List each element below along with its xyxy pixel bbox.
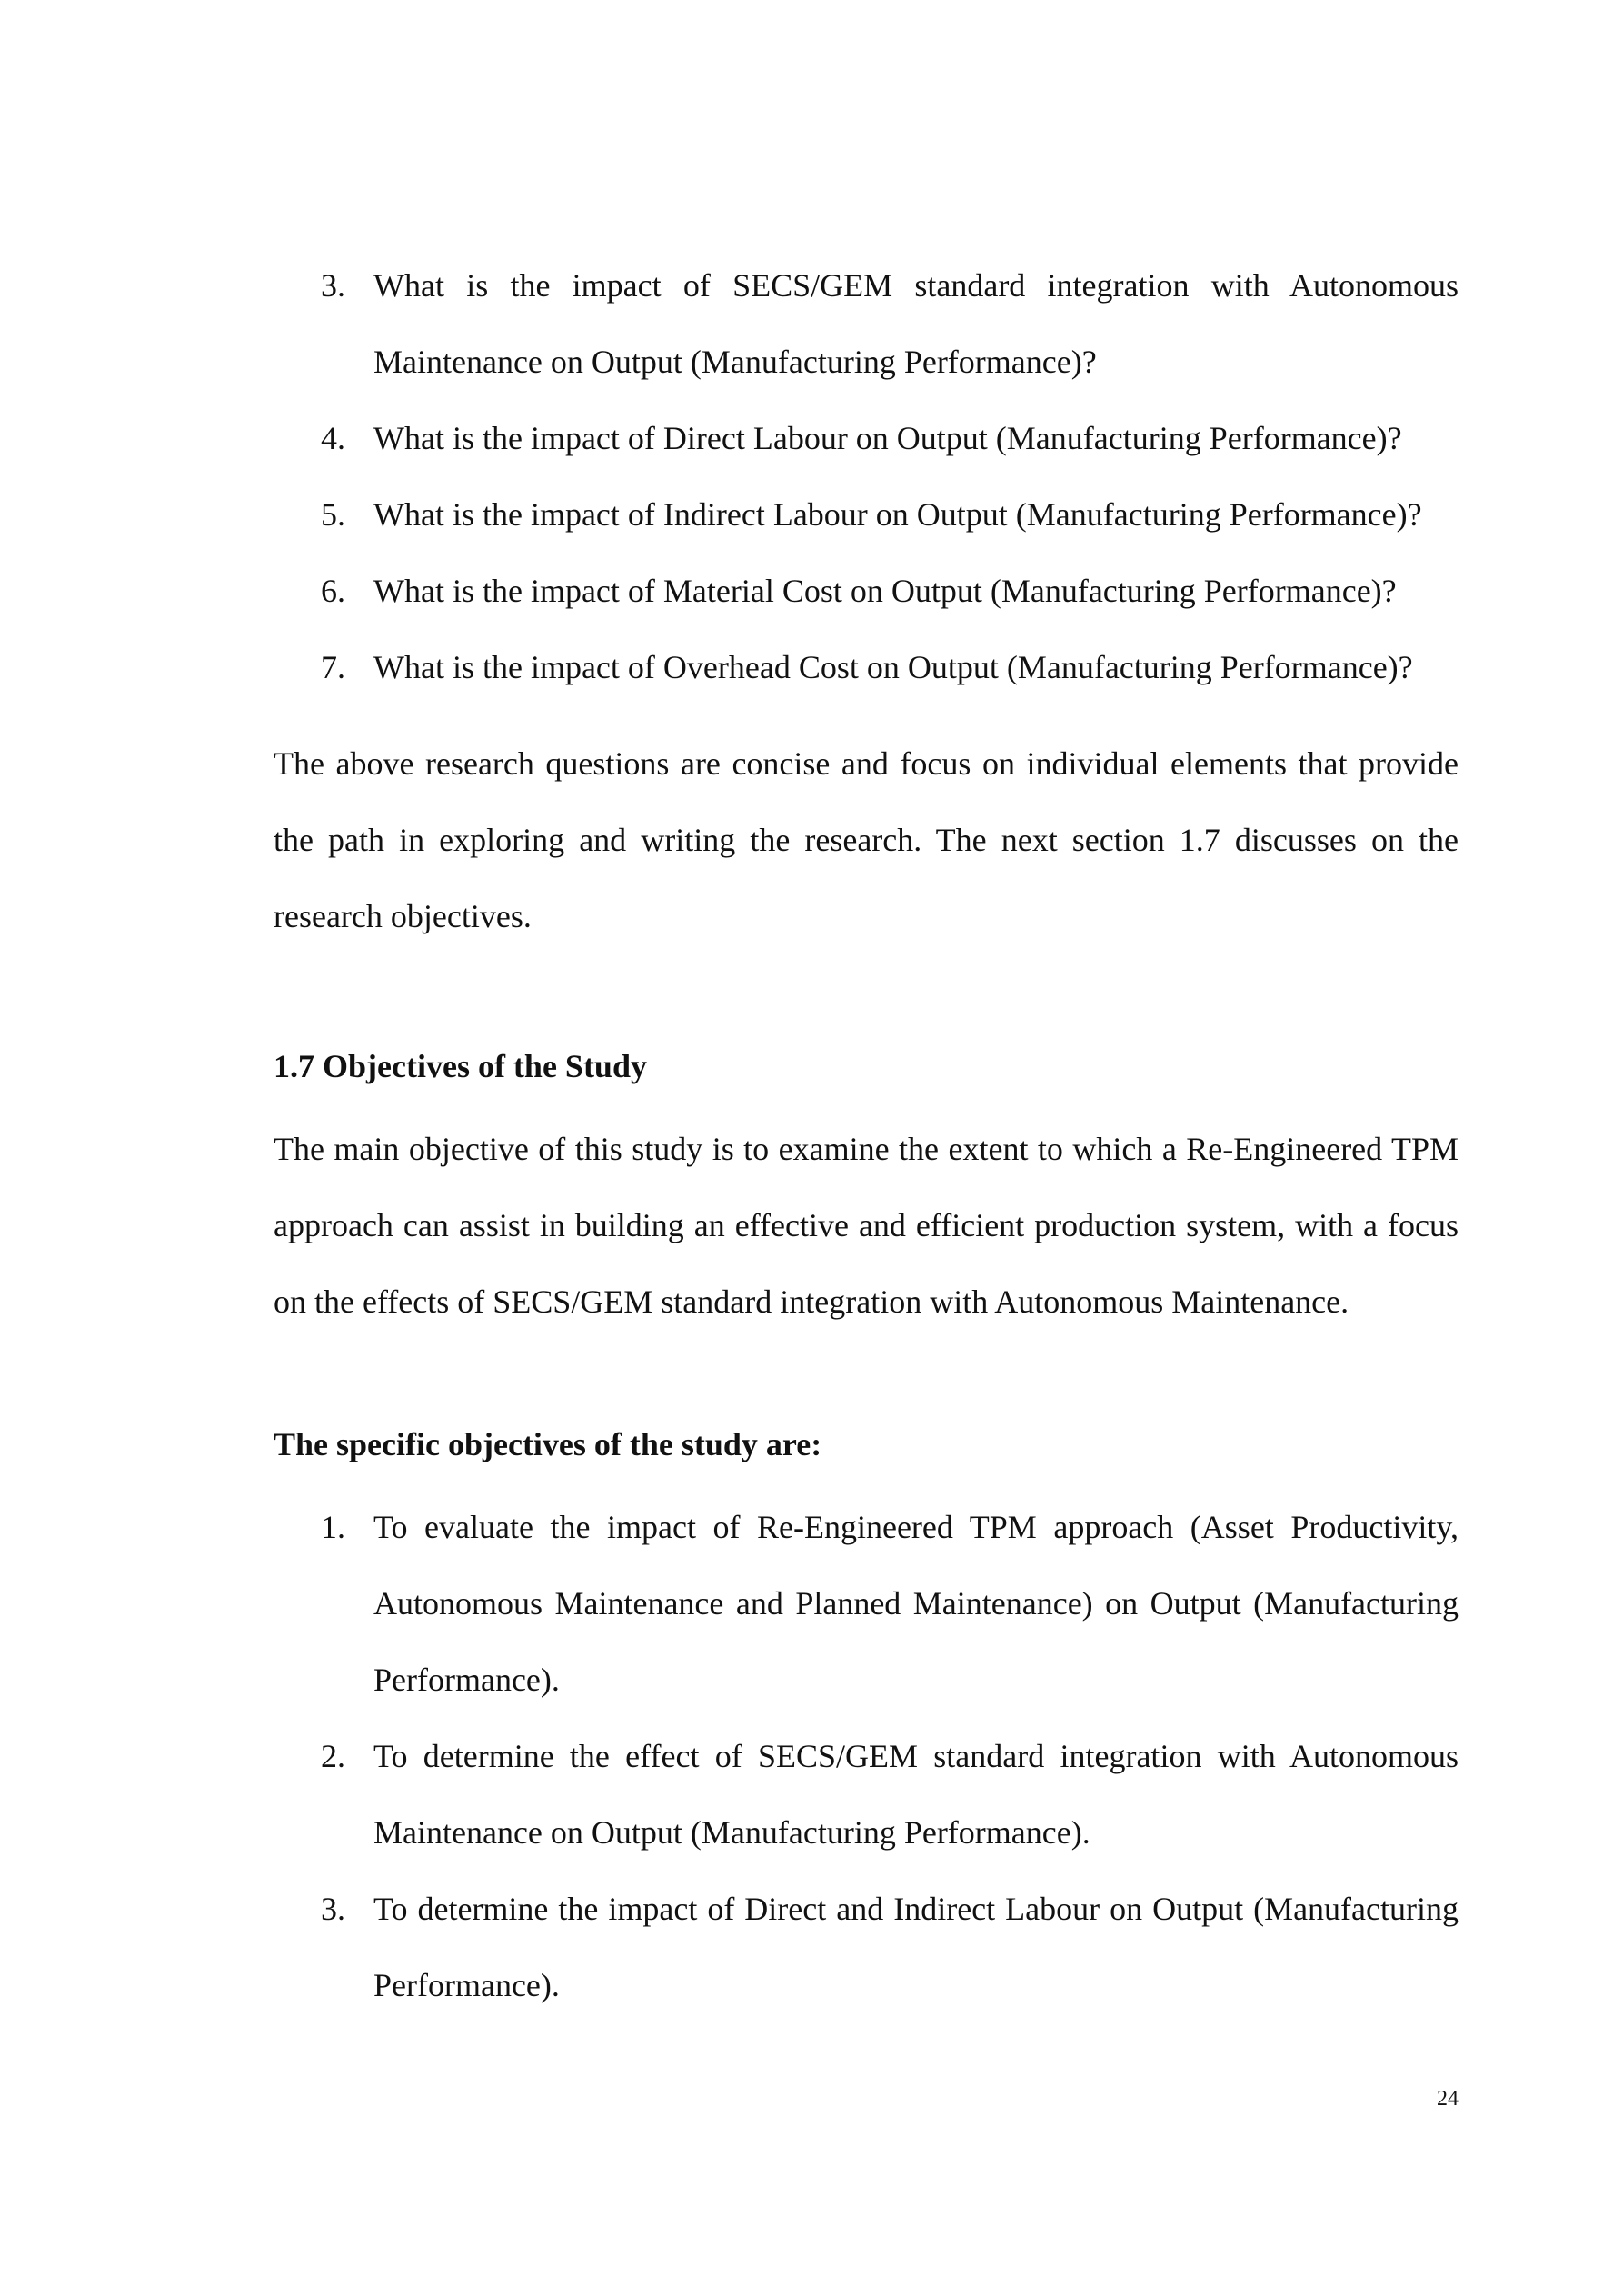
list-item-number: 2. bbox=[321, 1738, 345, 1774]
list-item-number: 3. bbox=[321, 267, 345, 304]
list-item bbox=[274, 1871, 1459, 2023]
research-questions-list bbox=[274, 247, 1459, 705]
list-item-number: 1. bbox=[321, 1509, 345, 1545]
list-item bbox=[274, 476, 1459, 553]
list-item-number: 7. bbox=[321, 649, 345, 685]
list-item bbox=[274, 553, 1459, 629]
specific-objectives-list bbox=[274, 1489, 1459, 2023]
list-item-text: To determine the impact of Direct and Indirect Labour on Output (Manufacturing Performance). bbox=[373, 1891, 1459, 2003]
summary-paragraph: The above research questions are concise and focus on individual elements that provide the path in exploring and writing the research. The next section 1.7 discusses on the research objectives. bbox=[274, 745, 1459, 934]
list-item-number: 3. bbox=[321, 1891, 345, 1927]
list-item bbox=[274, 1718, 1459, 1871]
specific-objectives-heading: The specific objectives of the study are: bbox=[274, 1426, 822, 1462]
list-item bbox=[274, 629, 1459, 705]
list-item-text: To evaluate the impact of Re-Engineered TPM approach (Asset Productivity, Autonomous Maintenance and Planned Maintenance) on Output (Manufacturing Performance). bbox=[373, 1509, 1459, 1698]
list-item-number: 4. bbox=[321, 420, 345, 456]
list-item bbox=[274, 1489, 1459, 1718]
list-item-text: What is the impact of Indirect Labour on Output (Manufacturing Performance)? bbox=[373, 496, 1422, 533]
list-item-text: What is the impact of SECS/GEM standard integration with Autonomous Maintenance on Output (Manufacturing Performance)? bbox=[373, 267, 1459, 380]
page-number: 24 bbox=[1437, 2087, 1459, 2111]
list-item-text: What is the impact of Overhead Cost on Output (Manufacturing Performance)? bbox=[373, 649, 1413, 685]
list-item-text: To determine the effect of SECS/GEM standard integration with Autonomous Maintenance on Output (Manufacturing Performance). bbox=[373, 1738, 1459, 1851]
section-heading: 1.7 Objectives of the Study bbox=[274, 1048, 647, 1084]
list-item-text: What is the impact of Material Cost on Output (Manufacturing Performance)? bbox=[373, 573, 1397, 609]
list-item-number: 6. bbox=[321, 573, 345, 609]
main-objective-paragraph: The main objective of this study is to examine the extent to which a Re-Engineered TPM approach can assist in building an effective and efficient production system, with a focus on the effects of SECS/GEM standard integration with Autonomous Maintenance. bbox=[274, 1131, 1459, 1320]
list-item bbox=[274, 400, 1459, 476]
list-item bbox=[274, 247, 1459, 400]
list-item-text: What is the impact of Direct Labour on Output (Manufacturing Performance)? bbox=[373, 420, 1402, 456]
list-item-number: 5. bbox=[321, 496, 345, 533]
